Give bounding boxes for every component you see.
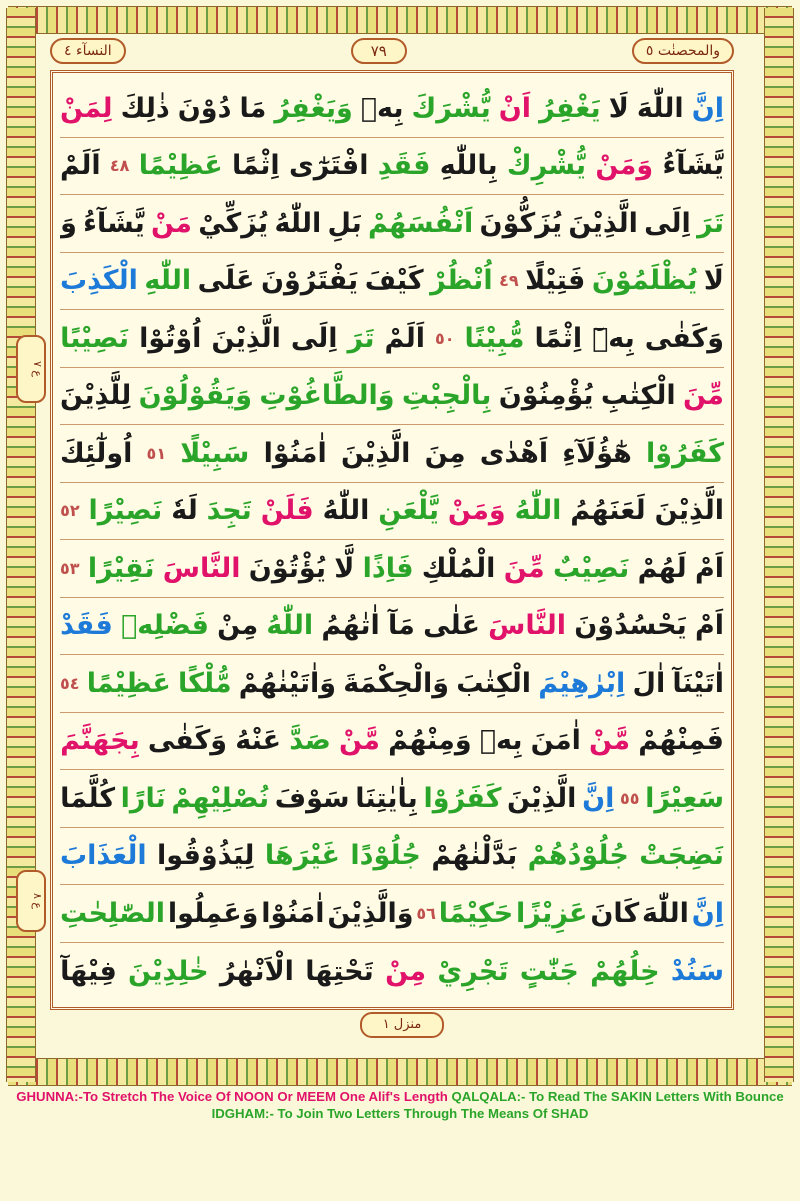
word: الْمُلْكِ	[421, 552, 496, 584]
word: يَّشَآءُ	[662, 150, 724, 182]
word: اللّٰهُ	[514, 495, 562, 527]
word: نَارًا	[120, 782, 166, 814]
word: غَيْرَهَا	[264, 840, 340, 872]
word: لَّا	[334, 552, 355, 584]
word: اُنْظُرْ	[430, 265, 493, 297]
text-line	[60, 253, 724, 311]
page-number: ٧٩	[351, 38, 407, 64]
word: اِلَى	[290, 322, 338, 354]
word: يُّشْرَكَ	[411, 92, 491, 124]
word: مَّنْ	[589, 725, 631, 757]
word: لَعَنَهُمُ	[570, 495, 646, 527]
manzil-label: منزل ١	[360, 1012, 444, 1038]
ruku-marker-upper: ع ٧	[16, 335, 46, 403]
word: فَلَنْ	[260, 495, 314, 527]
word: وَالَّذِيْنَ	[327, 897, 414, 929]
text-line	[60, 885, 724, 943]
word: وَيَغْفِرُ	[274, 92, 353, 124]
word: يُؤْتُوْنَ	[248, 552, 326, 584]
word: تَحْتِهَا	[305, 955, 374, 987]
legend-qalqala-text: - To Read The SAKIN Letters With Bounce	[521, 1089, 784, 1104]
ayah-number-marker: ٥٥	[619, 788, 640, 808]
word: الْكَذِبَ	[60, 265, 138, 297]
page-header	[50, 36, 734, 66]
ayah-number-marker: ٥٢	[60, 501, 80, 521]
word: هٰٓؤُلَآءِ	[562, 437, 632, 469]
word: تَرَ	[697, 207, 724, 239]
word: صَدَّ	[289, 725, 331, 757]
word: الَّذِيْنَ	[654, 495, 724, 527]
word: عَظِيْمًا	[86, 667, 171, 699]
word: اِنَّ	[691, 897, 724, 929]
word: سَعِيْرًا	[645, 782, 724, 814]
word: نَصِيْبًا	[60, 322, 130, 354]
surah-name-label: النسآء ٤	[50, 38, 126, 64]
word: يَّلْعَنِ	[378, 495, 439, 527]
word: دُوْنَ	[177, 92, 232, 124]
word: ذٰلِكَ	[120, 92, 170, 124]
word: اَنْفُسَهُمْ	[367, 207, 474, 239]
word: الْكِتٰبِ	[600, 380, 676, 412]
text-line	[60, 943, 724, 1001]
word: مُّبِيْنًا	[464, 322, 525, 354]
word: وَكَفٰى	[644, 322, 724, 354]
word: مَّنْ	[339, 725, 381, 757]
word: عَزِيْزًا	[516, 897, 588, 929]
word: اللّٰهُ	[322, 495, 370, 527]
legend-idgham-text: - To Join Two Letters Through The Means Of SHAD	[269, 1106, 589, 1121]
legend-qalqala-term: QALQALA:	[451, 1089, 522, 1104]
word: اَمْ	[694, 552, 724, 584]
ayah-number-marker: ٥٠	[435, 328, 455, 348]
word: اَلَمْ	[384, 322, 426, 354]
word: بِاٰيٰتِنَا	[355, 782, 418, 814]
tajweed-legend	[0, 1088, 800, 1122]
word: لَا	[703, 265, 724, 297]
word: اللّٰهَ	[642, 897, 689, 929]
word: الْاَنْهٰرُ	[219, 955, 294, 987]
word: سَبِيْلًا	[180, 437, 250, 469]
word: اَهْدٰى	[479, 437, 549, 469]
word: الَّذِيْنَ	[211, 322, 281, 354]
word: اللّٰهِ	[144, 265, 192, 297]
word: تَرَ	[347, 322, 375, 354]
word: تَجْرِيْ	[437, 955, 509, 987]
word: لَهُمْ	[637, 552, 687, 584]
word: اِلَى	[644, 207, 691, 239]
word: وَالطَّاغُوْتِ	[259, 380, 395, 412]
word: بِهٖٓ	[592, 322, 635, 354]
word: وَيَقُوْلُوْنَ	[138, 380, 253, 412]
word: كَفَرُوْا	[423, 782, 502, 814]
word: بِهٖ	[360, 92, 404, 124]
word: فَاِذًا	[362, 552, 414, 584]
word: اٰلَ	[632, 667, 666, 699]
word: وَمَنْ	[595, 150, 654, 182]
text-line	[60, 425, 724, 483]
text-line	[60, 598, 724, 656]
word: فَمِنْهُمْ	[638, 725, 724, 757]
word: وَ	[60, 207, 77, 239]
word: اَمْ	[694, 610, 724, 642]
word: بَلِ	[327, 207, 362, 239]
word: وَالْحِكْمَةَ	[343, 667, 450, 699]
word: بِاللّٰهِ	[439, 150, 498, 182]
text-line	[60, 310, 724, 368]
word: الَّذِيْنَ	[340, 437, 411, 469]
word: جُلُوْدُهُمْ	[527, 840, 629, 872]
word: الْعَذَابَ	[60, 840, 147, 872]
word: سَنُدْ	[670, 955, 724, 987]
ruku-marker-lower: ع ٨	[16, 870, 46, 932]
word: مِّنَ	[503, 552, 545, 584]
word: نُصْلِيْهِمْ	[171, 782, 270, 814]
text-line	[60, 368, 724, 426]
word: مِنْ	[385, 955, 427, 987]
decorative-border-top	[8, 6, 792, 34]
word: مُّلْكًا	[178, 667, 232, 699]
word: الَّذِيْنَ	[568, 207, 638, 239]
ayah-number-marker: ٤٩	[499, 271, 519, 291]
word: اللّٰهُ	[274, 207, 322, 239]
word: لَا	[608, 92, 629, 124]
word: اللّٰهَ	[636, 92, 684, 124]
text-line	[60, 80, 724, 138]
word: نَصِيْرًا	[88, 495, 163, 527]
word: كَيْفَ	[364, 265, 424, 297]
text-line	[60, 195, 724, 253]
word: اٰمَنَ	[530, 725, 581, 757]
word: وَعَمِلُوا	[167, 897, 259, 929]
word: فَقَدْ	[60, 610, 113, 642]
text-line	[60, 713, 724, 771]
word: جُلُوْدًا	[350, 840, 421, 872]
word: يُظْلَمُوْنَ	[591, 265, 698, 297]
quran-text-block	[60, 80, 724, 1000]
word: اٰمَنُوْا	[261, 897, 325, 929]
ayah-number-marker: ٥٦	[416, 903, 436, 923]
word: عَلَى	[197, 265, 255, 297]
word: الَّذِيْنَ	[507, 782, 577, 814]
juz-name-label: والمحصنٰت ٥	[632, 38, 734, 64]
legend-idgham-term: IDGHAM:	[211, 1106, 270, 1121]
word: وَاٰتَيْنٰهُمْ	[238, 667, 337, 699]
word: اِنَّ	[691, 92, 724, 124]
word: اِثْمًا	[232, 150, 280, 182]
word: بِالْجِبْتِ	[401, 380, 492, 412]
word: لِيَذُوْقُوا	[157, 840, 255, 872]
word: كَفَرُوْا	[646, 437, 724, 469]
word: يَّشَآءُ	[83, 207, 145, 239]
word: مِّنَ	[682, 380, 724, 412]
word: نَقِيْرًا	[87, 552, 155, 584]
word: بَدَّلْنٰهُمْ	[431, 840, 518, 872]
word: سَوْفَ	[274, 782, 350, 814]
text-line	[60, 828, 724, 886]
word: لَهٗ	[171, 495, 198, 527]
word: تَجِدَ	[206, 495, 252, 527]
word: اَنْ	[498, 92, 532, 124]
ayah-number-marker: ٥٣	[60, 558, 80, 578]
word: خِلُهُمْ	[590, 955, 660, 987]
word: وَكَفٰى	[147, 725, 228, 757]
word: مَنْ	[150, 207, 192, 239]
word: يُزَكِّيْ	[198, 207, 269, 239]
decorative-border-right	[764, 8, 794, 1082]
word: كَانَ	[590, 897, 640, 929]
word: اٰتٰهُمُ	[321, 610, 380, 642]
word: النَّاسَ	[162, 552, 241, 584]
ayah-number-marker: ٥٤	[60, 673, 80, 693]
word: عَنْهُ	[235, 725, 282, 757]
word: يَفْتَرُوْنَ	[260, 265, 359, 297]
word: عَظِيْمًا	[138, 150, 223, 182]
word: اللّٰهُ	[266, 610, 314, 642]
word: مَآ	[388, 610, 415, 642]
word: يُؤْمِنُوْنَ	[498, 380, 594, 412]
word: اَلَمْ	[60, 150, 101, 182]
word: فَتِيْلًا	[525, 265, 586, 297]
word: الْكِتٰبَ	[456, 667, 531, 699]
text-line	[60, 138, 724, 196]
word: فِيْهَآ	[60, 955, 117, 987]
ayah-number-marker: ٤٨	[109, 156, 130, 176]
word: نَضِجَتْ	[639, 840, 724, 872]
word: اِبْرٰهِيْمَ	[538, 667, 626, 699]
word: الصّٰلِحٰتِ	[60, 897, 166, 929]
text-line	[60, 483, 724, 541]
word: نَصِيْبٌ	[552, 552, 630, 584]
word: عَلٰى	[423, 610, 480, 642]
word: اُوْتُوْا	[139, 322, 202, 354]
word: خٰلِدِيْنَ	[128, 955, 209, 987]
word: مِنَ	[424, 437, 466, 469]
word: يَحْسُدُوْنَ	[574, 610, 687, 642]
word: وَمِنْهُمْ	[388, 725, 472, 757]
text-line	[60, 770, 724, 828]
ayah-number-marker: ٥١	[146, 443, 167, 463]
word: وَمَنْ	[447, 495, 506, 527]
word: لِلَّذِيْنَ	[60, 380, 132, 412]
word: اُولٰٓئِكَ	[60, 437, 133, 469]
word: كُلَّمَا	[60, 782, 116, 814]
word: يَغْفِرُ	[539, 92, 601, 124]
word: اِثْمًا	[534, 322, 583, 354]
word: حَكِيْمًا	[438, 897, 514, 929]
word: اٰمَنُوْا	[263, 437, 327, 469]
word: فَضْلِهٖ	[121, 610, 209, 642]
legend-ghunna-text: -To Stretch The Voice Of NOON Or MEEM One Alif's Length	[78, 1089, 448, 1104]
decorative-border-bottom	[8, 1058, 792, 1086]
word: اِنَّ	[582, 782, 615, 814]
word: اٰتَيْنَآ	[672, 667, 724, 699]
legend-ghunna-term: GHUNNA:	[16, 1089, 79, 1104]
text-line	[60, 655, 724, 713]
word: بِجَهَنَّمَ	[60, 725, 140, 757]
word: يُّشْرِكْ	[506, 150, 587, 182]
word: يُزَكُّوْنَ	[479, 207, 563, 239]
text-line	[60, 540, 724, 598]
word: بِهٖ	[479, 725, 523, 757]
word: جَنّٰتٍ	[519, 955, 579, 987]
word: فَقَدِ	[377, 150, 431, 182]
word: لِمَنْ	[60, 92, 113, 124]
word: النَّاسَ	[488, 610, 566, 642]
word: مِنْ	[217, 610, 259, 642]
word: افْتَرٰٓى	[288, 150, 369, 182]
word: مَا	[239, 92, 267, 124]
